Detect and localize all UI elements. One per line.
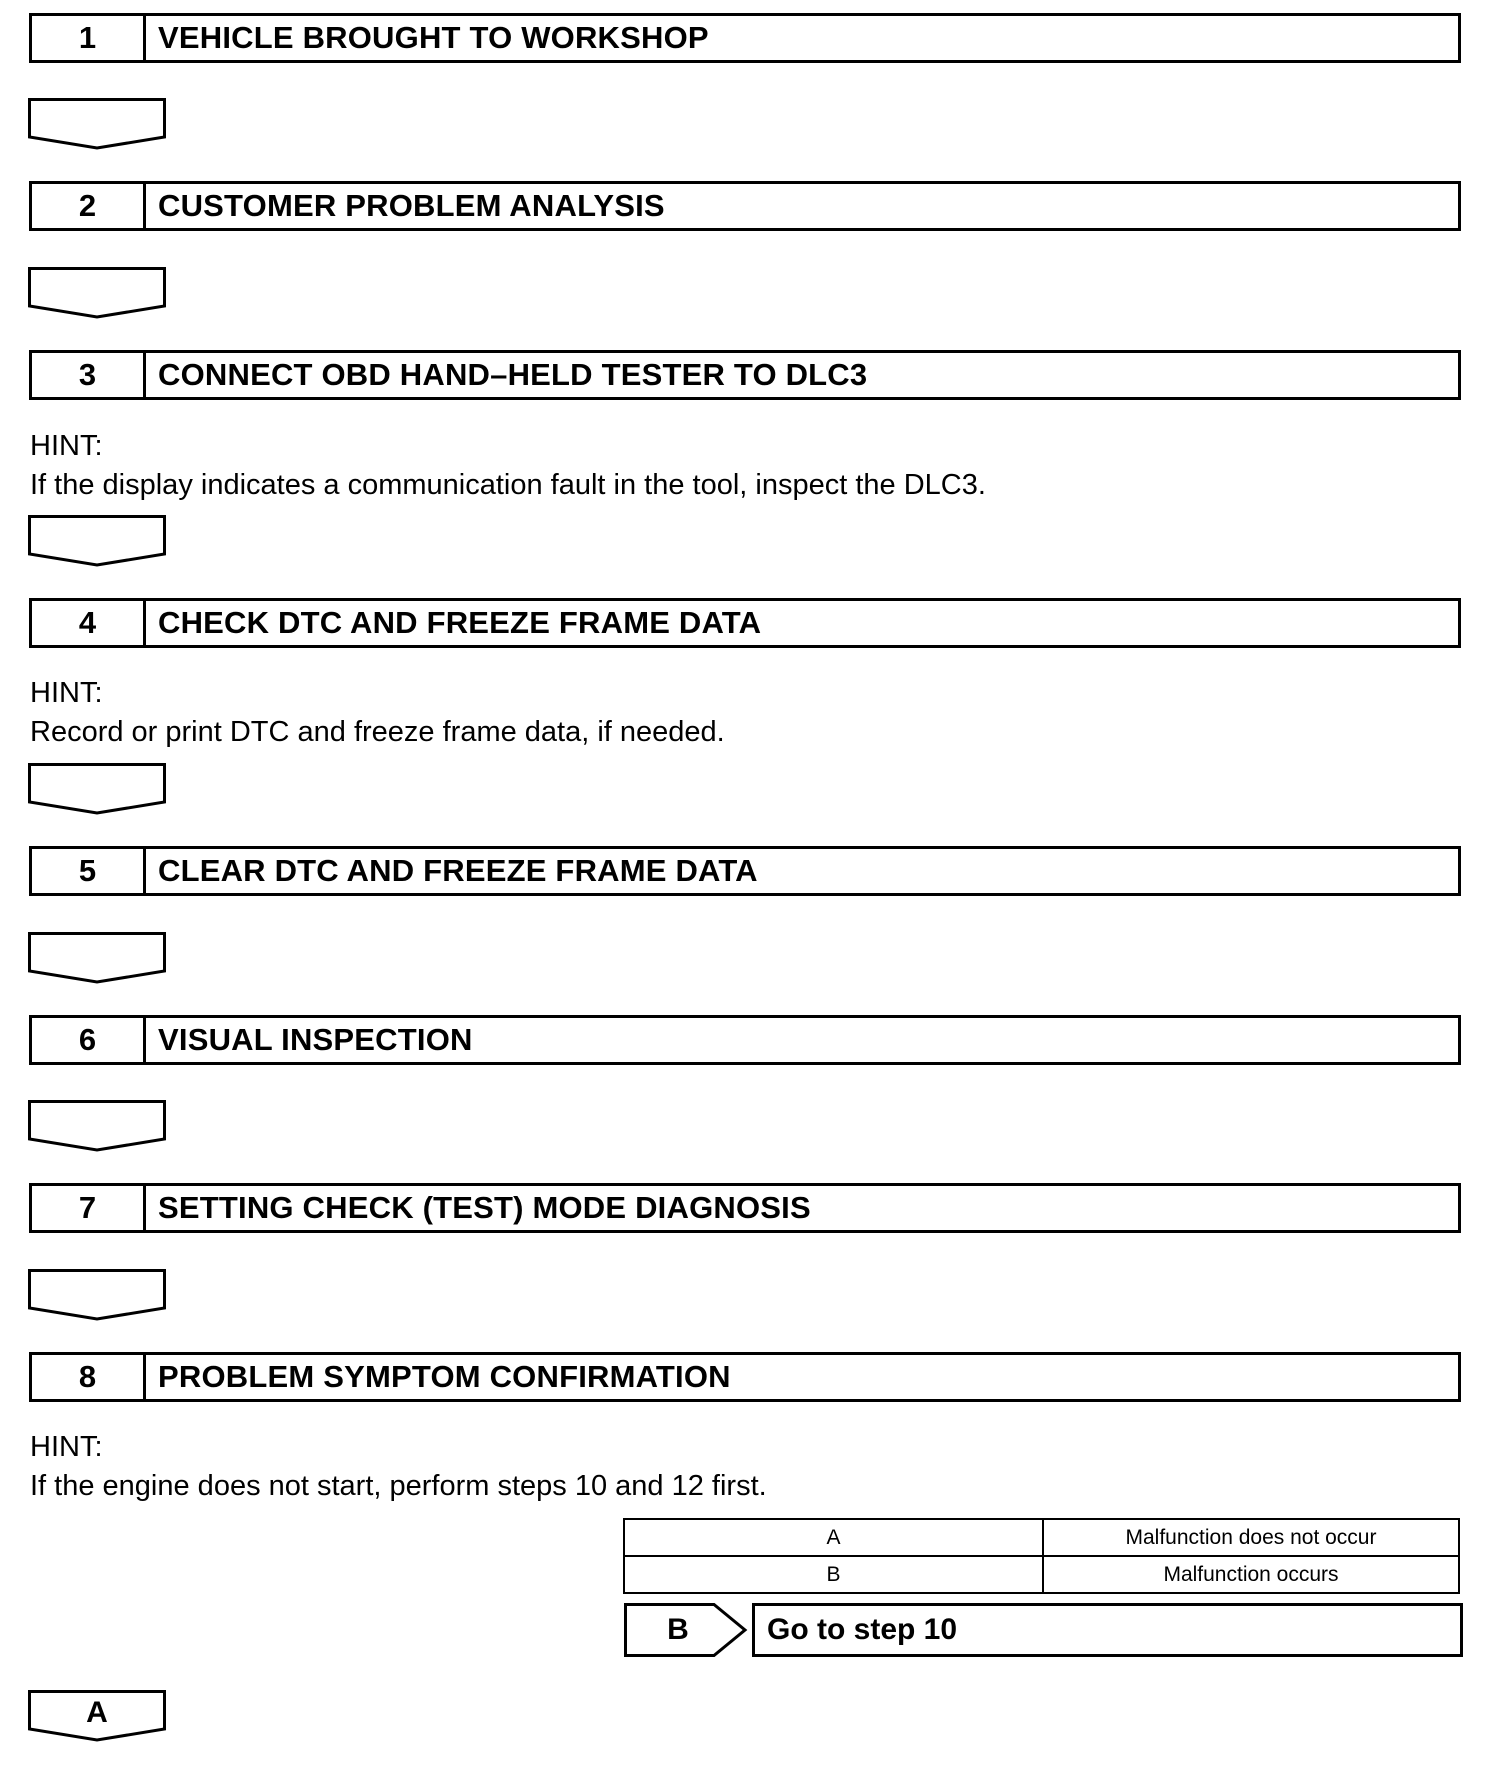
branch-target: Go to step 10 <box>752 1603 1463 1657</box>
step-3 <box>29 350 1461 400</box>
result-code: A <box>624 1519 1043 1556</box>
down-arrow-icon <box>28 98 166 150</box>
step-title: CLEAR DTC AND FREEZE FRAME DATA <box>158 853 758 888</box>
down-arrow-icon <box>28 763 166 815</box>
down-arrow-icon <box>28 1269 166 1321</box>
hint-label: HINT: <box>30 430 103 462</box>
step-number: 1 <box>32 16 146 60</box>
hint-text: Record or print DTC and freeze frame data, if needed. <box>30 716 725 748</box>
table-row <box>624 1556 1459 1593</box>
result-description: Malfunction occurs <box>1043 1556 1459 1593</box>
step-number: 8 <box>32 1355 146 1399</box>
hint-label: HINT: <box>30 1431 103 1463</box>
step-4 <box>29 598 1461 648</box>
step-5 <box>29 846 1461 896</box>
flow-connector-3 <box>28 515 166 567</box>
step-number: 4 <box>32 601 146 645</box>
step-title: VISUAL INSPECTION <box>158 1022 473 1057</box>
result-code: B <box>624 1556 1043 1593</box>
down-arrow-icon <box>28 267 166 319</box>
connector-label: A <box>86 1696 108 1729</box>
result-description: Malfunction does not occur <box>1043 1519 1459 1556</box>
step-6 <box>29 1015 1461 1065</box>
step-number: 2 <box>32 184 146 228</box>
flow-connector-7 <box>28 1269 166 1321</box>
step-8 <box>29 1352 1461 1402</box>
step-number: 3 <box>32 353 146 397</box>
hint-label: HINT: <box>30 677 103 709</box>
flow-connector-1 <box>28 98 166 150</box>
step-7 <box>29 1183 1461 1233</box>
result-table <box>623 1518 1460 1594</box>
step-number: 6 <box>32 1018 146 1062</box>
hint-text: If the display indicates a communication fault in the tool, inspect the DLC3. <box>30 469 986 501</box>
table-row <box>624 1519 1459 1556</box>
step-title: SETTING CHECK (TEST) MODE DIAGNOSIS <box>158 1190 811 1225</box>
flow-connector-6 <box>28 1100 166 1152</box>
flow-connector-2 <box>28 267 166 319</box>
down-arrow-icon <box>28 1100 166 1152</box>
branch-code: B <box>667 1613 689 1646</box>
step-title: CONNECT OBD HAND–HELD TESTER TO DLC3 <box>158 357 868 392</box>
step-title: PROBLEM SYMPTOM CONFIRMATION <box>158 1359 731 1394</box>
down-arrow-icon <box>28 932 166 984</box>
step-number: 5 <box>32 849 146 893</box>
step-title: CUSTOMER PROBLEM ANALYSIS <box>158 188 665 223</box>
flow-connector-4 <box>28 763 166 815</box>
step-2 <box>29 181 1461 231</box>
down-arrow-icon <box>28 515 166 567</box>
flow-connector-5 <box>28 932 166 984</box>
step-title: VEHICLE BROUGHT TO WORKSHOP <box>158 20 709 55</box>
flow-connector-a <box>28 1690 166 1742</box>
hint-text: If the engine does not start, perform steps 10 and 12 first. <box>30 1470 767 1502</box>
step-1 <box>29 13 1461 63</box>
step-title: CHECK DTC AND FREEZE FRAME DATA <box>158 605 762 640</box>
branch-b <box>624 1603 1463 1657</box>
step-number: 7 <box>32 1186 146 1230</box>
